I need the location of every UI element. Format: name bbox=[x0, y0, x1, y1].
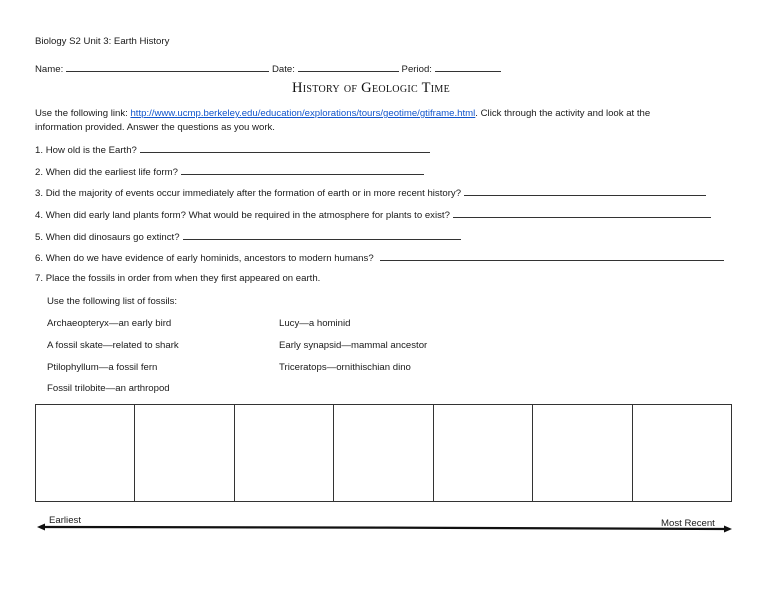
name-label: Name: bbox=[35, 64, 64, 75]
name-field[interactable] bbox=[66, 62, 269, 72]
instructions-prefix: Use the following link: bbox=[35, 108, 131, 119]
fossil-item: Fossil trilobite—an arthropod bbox=[47, 383, 170, 394]
answer-field-6[interactable] bbox=[380, 251, 724, 261]
question-number: 3. bbox=[35, 188, 44, 199]
question-number: 4. bbox=[35, 210, 44, 221]
question-text: When do we have evidence of early hominids, ancestors to modern humans? bbox=[45, 253, 374, 264]
fossil-item: Lucy—a hominid bbox=[279, 318, 351, 329]
instructions-suffix: . Click through the activity and look at the bbox=[475, 108, 651, 119]
question-number: 7. bbox=[35, 273, 44, 284]
answer-field-4[interactable] bbox=[453, 208, 711, 218]
answer-field-1[interactable] bbox=[140, 143, 430, 153]
question-text: Did the majority of events occur immediately after the formation of earth or in more recent history? bbox=[45, 188, 462, 199]
order-box-6[interactable] bbox=[533, 405, 632, 502]
fossil-item: Triceratops—ornithischian dino bbox=[279, 362, 411, 373]
order-box-3[interactable] bbox=[234, 405, 333, 502]
question-number: 5. bbox=[35, 232, 44, 243]
order-box-4[interactable] bbox=[334, 405, 433, 502]
fossil-item: Early synapsid—mammal ancestor bbox=[279, 340, 428, 351]
earliest-label: Earliest bbox=[49, 515, 81, 526]
period-field[interactable] bbox=[435, 62, 501, 72]
question-text: Place the fossils in order from when they first appeared on earth. bbox=[45, 273, 321, 284]
student-info-row bbox=[35, 62, 501, 76]
timeline-arrow-icon bbox=[37, 520, 732, 534]
question-text: When did early land plants form? What would be required in the atmosphere for plants to exist? bbox=[45, 210, 450, 221]
date-field[interactable] bbox=[298, 62, 399, 72]
question-number: 6. bbox=[35, 253, 44, 264]
question-5 bbox=[35, 230, 461, 244]
period-label: Period: bbox=[401, 64, 432, 75]
page-title: History of Geologic Time bbox=[292, 80, 450, 96]
order-box-7[interactable] bbox=[632, 405, 731, 502]
instructions-line-1 bbox=[35, 108, 650, 120]
fossil-item: Archaeopteryx—an early bird bbox=[47, 318, 172, 329]
question-7 bbox=[35, 273, 320, 285]
order-box-2[interactable] bbox=[135, 405, 234, 502]
question-number: 1. bbox=[35, 145, 44, 156]
question-1 bbox=[35, 143, 430, 157]
question-4 bbox=[35, 208, 711, 222]
fossil-list-intro: Use the following list of fossils: bbox=[47, 296, 178, 307]
question-2 bbox=[35, 165, 424, 179]
question-number: 2. bbox=[35, 167, 44, 178]
order-box-5[interactable] bbox=[433, 405, 532, 502]
question-text: How old is the Earth? bbox=[45, 145, 137, 156]
question-3 bbox=[35, 186, 706, 200]
date-label: Date: bbox=[271, 64, 295, 75]
most-recent-label: Most Recent bbox=[661, 518, 715, 529]
order-box-1[interactable] bbox=[36, 405, 135, 502]
answer-field-5[interactable] bbox=[183, 230, 461, 240]
fossil-order-table bbox=[35, 404, 732, 502]
fossil-item: A fossil skate—related to shark bbox=[47, 340, 179, 351]
answer-field-2[interactable] bbox=[181, 165, 424, 175]
geotime-link[interactable]: http://www.ucmp.berkeley.edu/education/explorations/tours/geotime/gtiframe.html bbox=[130, 108, 476, 119]
instructions-line-2: information provided. Answer the questions as you work. bbox=[35, 122, 275, 133]
question-6 bbox=[35, 251, 724, 265]
question-text: When did the earliest life form? bbox=[45, 167, 178, 178]
fossil-item: Ptilophyllum—a fossil fern bbox=[47, 362, 158, 373]
question-text: When did dinosaurs go extinct? bbox=[45, 232, 180, 243]
answer-field-3[interactable] bbox=[464, 186, 706, 196]
course-header: Biology S2 Unit 3: Earth History bbox=[35, 36, 170, 47]
